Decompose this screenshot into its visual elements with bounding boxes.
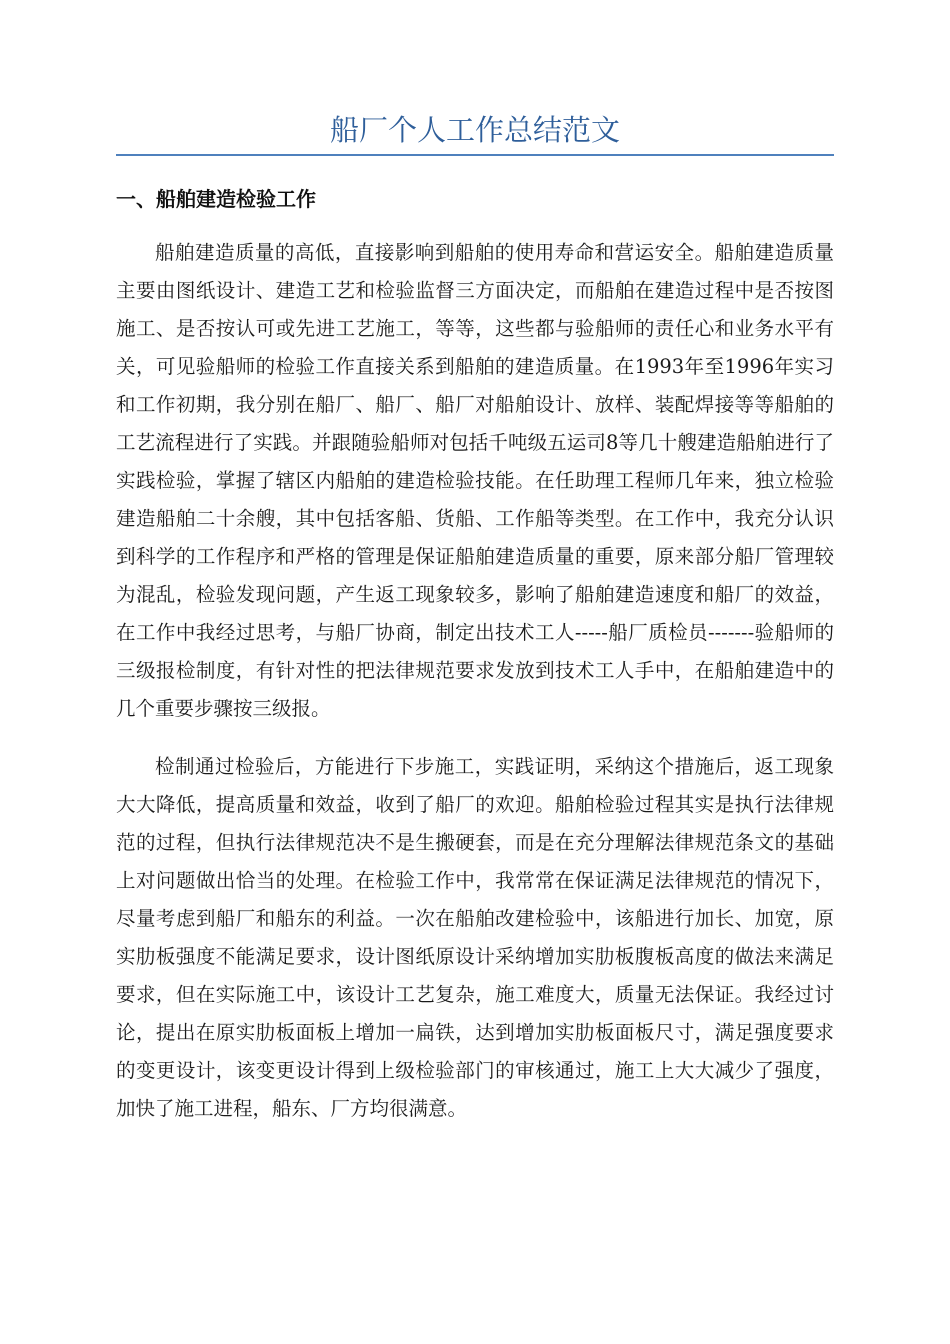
body-paragraph-2: 检制通过检验后，方能进行下步施工，实践证明，采纳这个措施后，返工现象大大降低，提高质量和效益，收到了船厂的欢迎。船舶检验过程其实是执行法律规范的过程，但执行法律规范决不是生搬硬套，而是在充分理解法律规范条文的基础上对问题做出恰当的处理。在检验工作中，我常常在保证满足法律规范的情况下，尽量考虑到船厂和船东的利益。一次在船舶改建检验中，该船进行加长、加宽，原实肋板强度不能满足要求，设计图纸原设计采纳增加实肋板腹板高度的做法来满足要求，但在实际施工中，该设计工艺复杂，施工难度大，质量无法保证。我经过讨论，提出在原实肋板面板上增加一扁铁，达到增加实肋板面板尺寸，满足强度要求的变更设计，该变更设计得到上级检验部门的审核通过，施工上大大减少了强度，加快了施工进程，船东、厂方均很满意。 — [116, 755, 834, 1120]
document-body — [116, 108, 834, 1128]
body-paragraph-1: 船舶建造质量的高低，直接影响到船舶的使用寿命和营运安全。船舶建造质量主要由图纸设计、建造工艺和检验监督三方面决定，而船舶在建造过程中是否按图施工、是否按认可或先进工艺施工，等等，这些都与验船师的责任心和业务水平有关，可见验船师的检验工作直接关系到船舶的建造质量。在1993年至1996年实习和工作初期，我分别在船厂、船厂、船厂对船舶设计、放样、装配焊接等等船舶的工艺流程进行了实践。并跟随验船师对包括千吨级五运司8等几十艘建造船舶进行了实践检验，掌握了辖区内船舶的建造检验技能。在任助理工程师几年来，独立检验建造船舶二十余艘，其中包括客船、货船、工作船等类型。在工作中，我充分认识到科学的工作程序和严格的管理是保证船舶建造质量的重要，原来部分船厂管理较为混乱，检验发现问题，产生返工现象较多，影响了船舶建造速度和船厂的效益，在工作中我经过思考，与船厂协商，制定出技术工人-----船厂质检员-------验船师的三级报检制度，有针对性的把法律规范要求发放到技术工人手中，在船舶建造中的几个重要步骤按三级报。 — [116, 241, 834, 720]
section-heading: 一、船舶建造检验工作 — [116, 187, 316, 211]
document-title: 船厂个人工作总结范文 — [329, 113, 620, 147]
title-underline — [116, 154, 834, 156]
